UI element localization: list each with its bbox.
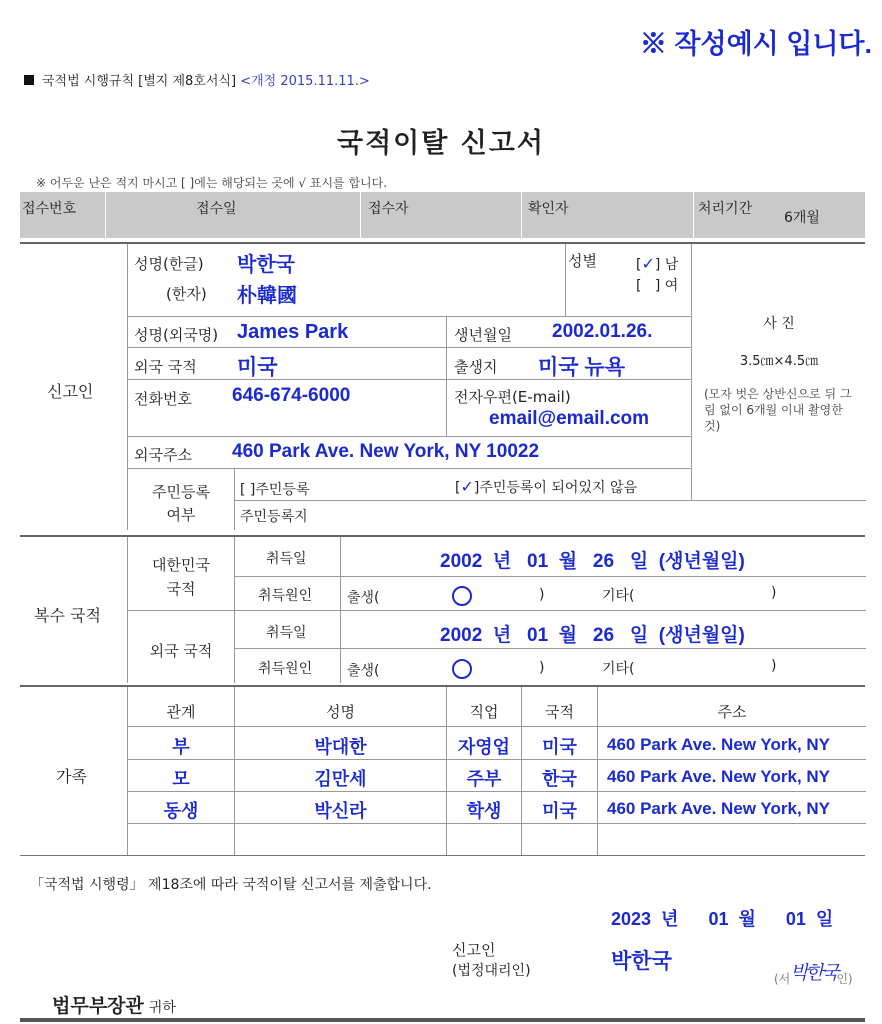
korea-birth-option: 출생( (347, 590, 380, 606)
name-foreign-label: 성명(외국명) (134, 326, 219, 344)
law-reference (24, 70, 370, 89)
family-header-address: 주소 (717, 703, 747, 721)
dual-section-label: 복수 국적 (34, 606, 101, 625)
not-registered-check-icon: ✓ (460, 477, 474, 496)
family-job: 주부 (466, 769, 502, 789)
family-header-name: 성명 (326, 703, 355, 721)
name-hanja-value: 朴韓國 (237, 285, 297, 307)
example-banner: ※ 작성예시 입니다. (639, 29, 872, 59)
receipt-date-label: 접수일 (196, 201, 237, 217)
phone-value: 646-674-6000 (232, 385, 351, 406)
addressee (52, 991, 176, 1018)
foreign-nationality-label: 외국 국적 (149, 642, 213, 660)
birthplace-value: 미국 뉴욕 (538, 356, 625, 379)
family-nationality: 한국 (542, 769, 577, 789)
name-foreign-value: James Park (237, 321, 349, 343)
email-value: email@email.com (489, 408, 650, 429)
email-label: 전자우편(E-mail) (454, 388, 571, 406)
birthplace-label: 출생지 (454, 358, 498, 376)
male-check-icon: ✓ (641, 254, 655, 273)
family-section-label: 가족 (56, 767, 87, 786)
family-job: 자영업 (457, 737, 511, 757)
resident-label (128, 481, 234, 527)
foreign-acq-reason-label: 취득원인 (258, 661, 313, 677)
resident-registered-option[interactable]: [ ]주민등록 (240, 482, 310, 498)
korea-birth-close: ) (539, 587, 545, 603)
bottom-rule (20, 1018, 865, 1022)
resident-label-line1: 주민등록 (152, 483, 210, 501)
korea-acq-date-label: 취득일 (266, 551, 307, 567)
korea-label-line1: 대한민국 (152, 556, 210, 574)
addressee-name: 법무부장관 (52, 995, 144, 1017)
law-ref-text: 국적법 시행규칙 [별지 제8호서식] (42, 74, 237, 89)
family-relation: 부 (172, 737, 190, 757)
legal-agent-label: (법정대리인) (452, 963, 531, 979)
family-job: 학생 (466, 801, 502, 821)
foreign-acq-date-label: 취득일 (266, 625, 307, 641)
reporter-section-label: 신고인 (47, 382, 94, 401)
signer-name: 박한국 (611, 950, 672, 973)
processing-value: 6개월 (784, 210, 820, 226)
handwritten-signature: 박한국 (790, 962, 837, 984)
family-header-relation: 관계 (166, 703, 196, 721)
family-header-nationality: 국적 (545, 703, 574, 721)
name-kr-label: 성명(한글) (134, 255, 204, 273)
foreign-birth-close: ) (539, 660, 545, 676)
gender-male-option[interactable]: [✓] 남 (636, 254, 679, 273)
confirmer-label: 확인자 (528, 201, 569, 217)
family-nationality: 미국 (542, 801, 577, 821)
receiver-label: 접수자 (368, 201, 409, 217)
nationality-value: 미국 (237, 356, 278, 379)
foreign-birth-option: 출생( (347, 663, 380, 679)
family-header-job: 직업 (469, 703, 499, 721)
name-kr-value: 박한국 (237, 254, 295, 276)
instruction-note: ※ 어두운 난은 적지 마시고 [ ]에는 해당되는 곳에 √ 표시를 합니다. (36, 176, 388, 190)
photo-note: (모자 벗은 상반신으로 뒤 그림 없이 6개월 이내 촬영한 것) (704, 387, 852, 433)
resident-address-label: 주민등록지 (240, 509, 308, 525)
family-name: 박신라 (314, 801, 367, 821)
family-relation: 모 (172, 769, 190, 789)
family-name: 김만세 (314, 769, 367, 789)
korea-acq-date-value: 2002 년 01 월 26 일 (생년월일) (440, 551, 745, 572)
photo-title: 사 진 (763, 316, 795, 332)
foreign-acq-date-value: 2002 년 01 월 26 일 (생년월일) (440, 625, 745, 646)
receipt-no-label: 접수번호 (22, 201, 77, 217)
foreign-other-close: ) (771, 658, 777, 674)
page-title: 국적이탈 신고서 (337, 128, 545, 159)
family-address: 460 Park Ave. New York, NY (607, 799, 831, 818)
address-label: 외국주소 (134, 446, 192, 464)
processing-label: 처리기간 (698, 201, 753, 217)
address-value: 460 Park Ave. New York, NY 10022 (232, 441, 540, 462)
family-address: 460 Park Ave. New York, NY (607, 767, 831, 786)
gender-label: 성별 (568, 252, 597, 270)
submission-statement: 「국적법 시행령」 제18조에 따라 국적이탈 신고서를 제출합니다. (30, 877, 432, 893)
submission-date: 2023 년 01 월 01 일 (611, 909, 834, 929)
birth-value: 2002.01.26. (552, 321, 653, 342)
gender-female-text: 여 (664, 278, 679, 294)
signature-area (774, 962, 853, 989)
reporter-sign-label: 신고인 (452, 941, 496, 959)
addressee-suffix: 귀하 (148, 1000, 176, 1016)
korea-birth-circle-mark (452, 586, 472, 606)
birth-label: 생년월일 (454, 326, 512, 344)
sign-open-label: (서 (774, 972, 791, 986)
photo-size: 3.5㎝×4.5㎝ (739, 354, 819, 369)
resident-not-registered-option[interactable]: [✓]주민등록이 되어있지 않음 (455, 477, 638, 496)
resident-label-line2: 여부 (166, 506, 196, 524)
nationality-label: 외국 국적 (134, 358, 197, 376)
korea-nationality-label (128, 553, 234, 601)
phone-label: 전화번호 (134, 390, 192, 408)
resident-not-registered-text: ]주민등록이 되어있지 않음 (473, 480, 638, 496)
square-bullet-icon (24, 75, 34, 85)
family-relation: 동생 (163, 801, 199, 821)
gender-male-text: 남 (664, 257, 679, 273)
korea-acq-reason-label: 취득원인 (258, 588, 313, 604)
revision-note: <개정 2015.11.11.> (240, 74, 370, 89)
name-hanja-label: (한자) (166, 285, 207, 303)
family-address: 460 Park Ave. New York, NY (607, 735, 831, 754)
sign-close-label: 인) (836, 972, 853, 986)
korea-label-line2: 국적 (166, 580, 196, 598)
family-nationality: 미국 (542, 737, 577, 757)
korea-other-close: ) (771, 585, 777, 601)
family-name: 박대한 (314, 737, 367, 757)
gender-female-option[interactable]: [ ] 여 (636, 278, 679, 294)
foreign-other-option: 기타( (602, 661, 635, 677)
korea-other-option: 기타( (602, 588, 635, 604)
foreign-birth-circle-mark (452, 659, 472, 679)
